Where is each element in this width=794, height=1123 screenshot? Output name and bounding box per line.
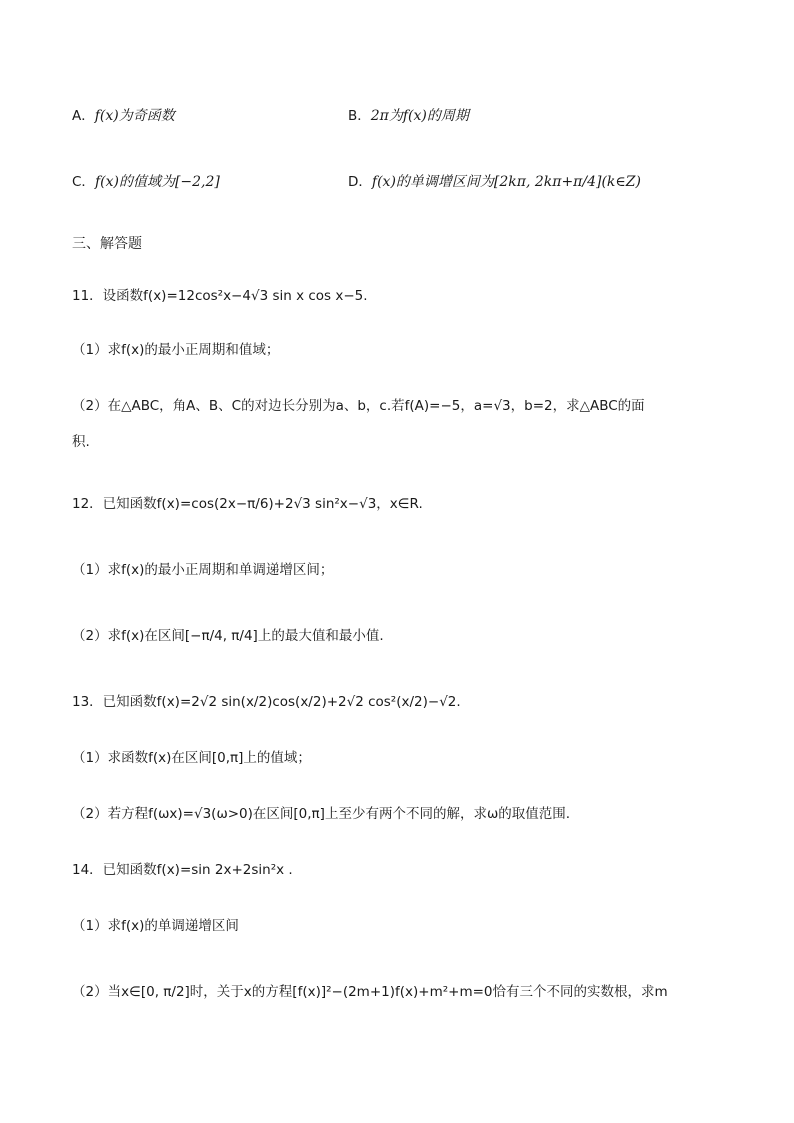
question-stem: 12．已知函数f(x)=cos(2x−π/6)+2√3 sin²x−√3，x∈R. xyxy=(72,496,423,512)
option-d-text: f(x)的单调增区间为[2kπ, 2kπ+π/4](k∈Z) xyxy=(371,174,641,190)
option-a-text: f(x)为奇函数 xyxy=(94,108,175,124)
question-part: （1）求f(x)的最小正周期和值域； xyxy=(72,342,280,358)
question-stem: 13．已知函数f(x)=2√2 sin(x/2)cos(x/2)+2√2 cos²(x/2)−√2. xyxy=(72,694,461,710)
option-b-text: 2π为f(x)的周期 xyxy=(370,108,469,124)
question-part: （2）当x∈[0, π/2]时，关于x的方程[f(x)]²−(2m+1)f(x)+m²+m=0恰有三个不同的实数根，求m xyxy=(72,984,668,1000)
question-part: （2）若方程f(ωx)=√3(ω>0)在区间[0,π]上至少有两个不同的解，求ω的取值范围. xyxy=(72,806,571,822)
option-d xyxy=(348,172,641,192)
option-a-label: A． xyxy=(72,108,95,124)
option-c-label: C． xyxy=(72,174,95,190)
option-b xyxy=(348,106,469,126)
question-stem: 11．设函数f(x)=12cos²x−4√3 sin x cos x−5. xyxy=(72,288,368,304)
question-part: （1）求f(x)的最小正周期和单调递增区间； xyxy=(72,562,334,578)
option-b-label: B． xyxy=(348,108,371,124)
option-d-label: D． xyxy=(348,174,372,190)
question-part: （1）求f(x)的单调递增区间 xyxy=(72,918,239,934)
question-part: （2）求f(x)在区间[−π/4, π/4]上的最大值和最小值. xyxy=(72,628,384,644)
option-c xyxy=(72,172,220,192)
section-title: 三、解答题 xyxy=(72,236,142,252)
option-a xyxy=(72,106,175,126)
question-part: 积. xyxy=(72,434,90,450)
option-c-text: f(x)的值域为[−2,2] xyxy=(94,174,220,190)
question-part: （1）求函数f(x)在区间[0,π]上的值域； xyxy=(72,750,311,766)
question-stem: 14．已知函数f(x)=sin 2x+2sin²x . xyxy=(72,862,293,878)
question-part: （2）在△ABC，角A、B、C的对边长分别为a、b，c.若f(A)=−5，a=√3，b=2，求△ABC的面 xyxy=(72,398,645,414)
